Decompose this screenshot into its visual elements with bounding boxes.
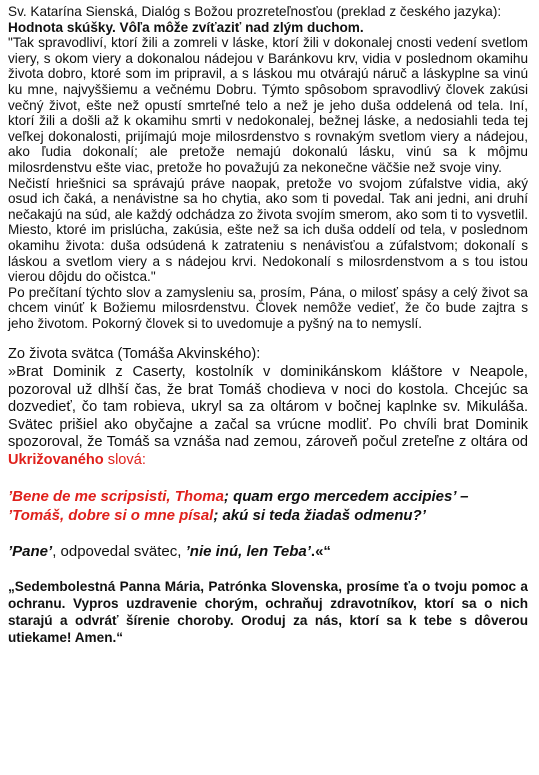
- latin-quote: [8, 487, 528, 525]
- paragraph: Nečistí hriešnici sa správajú práve naopak, pretože vo svojom zúfalstve vidia, aký osud ich čaká, a nenávistne sa ho chytia, ako som ti povedal. Tak ani jedni, ani druhí nečakajú na súd, ale každý odchádza zo života svojím smerom, ako som ti to vysvetlil. Miesto, ktoré im prislúcha, zakúsia, ešte než sa ich duša oddelí od tela, v poslednom okamihu života: duša odsúdená k zatrateniu s nenávisťou a zúfalstvom; dokonalí s láskou a svetlom viery a s nádejou krvi. Nedokonalí s milosrdenstvom a s tou istou vierou dôjdu do očistca.": [8, 175, 528, 285]
- prayer: „Sedembolestná Panna Mária, Patrónka Slovenska, prosíme ťa o tvoju pomoc a ochranu. Vypros uzdravenie chorým, ochraňuj zdravotníkov, ktorí sa o nich starajú a odvráť šírenie choroby. Oroduj za nás, ktorí sa k tebe s dôverou utiekame! Amen.“: [8, 578, 528, 645]
- section-thomas: [8, 346, 528, 469]
- response-part: ’Pane’: [8, 542, 53, 560]
- section-heading: Hodnota skúšky. Vôľa môže zvíťaziť nad zlým duchom.: [8, 19, 364, 35]
- paragraph: "Tak spravodliví, ktorí žili a zomreli v láske, ktorí žili v dokonalej cnosti vedení svetlom viery, s okom viery a dokonalou nádejou v Baránkovu krv, vidia v poslednom okamihu života dobro, ktoré som im pripravil, a s láskou mu otvárajú náruč a láskyplne sa vinú ku mne, najvyššiemu a večnému Dobru. Týmto spôsobom spravodlivý človek zakúsi večný život, ešte než opustí smrteľné telo a než je jeho duša oddelená od tela. Iní, ktorí žili a došli až k okamihu smrti v nedokonalej, bežnej láske, a nedosiahli teda tej veľkej dokonalosti, prijímajú moje milosrdenstvo s rovnakým svetlom viery a nádejou, ako ľudia dokonalí; ale pretože nemajú dokonalú lásku, vinú sa k môjmu milosrdenstvu ešte viac, pretože ho považujú za nekonečne väčšie než svoje viny.: [8, 35, 528, 175]
- response-line: [8, 542, 528, 561]
- paragraph: Po prečítaní týchto slov a zamysleniu sa, prosím, Pána, o milosť spásy a celý život sa chcem vinúť k Božiemu milosrdenstvu. Človek nemôže vedieť, že čo bude zajtra s jeho životom. Pokorný človek si to uvedomuje a pyšný na to nemyslí.: [8, 284, 528, 331]
- response-part: ’nie inú, len Teba’: [185, 542, 311, 560]
- paragraph: [8, 364, 528, 470]
- highlight-words: slová:: [107, 452, 146, 469]
- response-part: , odpovedal svätec,: [52, 542, 182, 560]
- section-catherine: [8, 4, 528, 331]
- section-title: Zo života svätca (Tomáša Akvinského):: [8, 346, 261, 363]
- response-part: .«“: [310, 542, 331, 560]
- quote-part: ; quam ergo mercedem accipies’ –: [223, 487, 469, 505]
- highlight-crucified: Ukrižovaného: [8, 452, 104, 469]
- paragraph-text: »Brat Dominik z Caserty, kostolník v dominikánskom kláštore v Neapole, pozoroval už dlhší čas, že brat Tomáš chodieva v noci do kostola. Chcejúc sa dozvedieť, čo tam robieva, ukryl sa za oltárom v bočnej kaplnke sv. Mikuláša. Svätec prišiel ako obyčajne a začal sa vrúcne modliť. Po chvíli brat Dominik spozoroval, že Tomáš sa vznáša nad zemou, zároveň počul zreteľne z oltára od: [8, 364, 528, 451]
- quote-part: ’Tomáš, dobre si o mne písal: [8, 506, 214, 524]
- quote-part: ’Bene de me scripsisti,: [8, 487, 171, 505]
- quote-part: ; akú si teda žiadaš odmenu?’: [213, 506, 426, 524]
- section-title: Sv. Katarína Sienská, Dialóg s Božou prozreteľnosťou (preklad z českého jazyka):: [8, 4, 502, 19]
- document-page: [8, 4, 528, 646]
- quote-name: Thoma: [174, 487, 224, 505]
